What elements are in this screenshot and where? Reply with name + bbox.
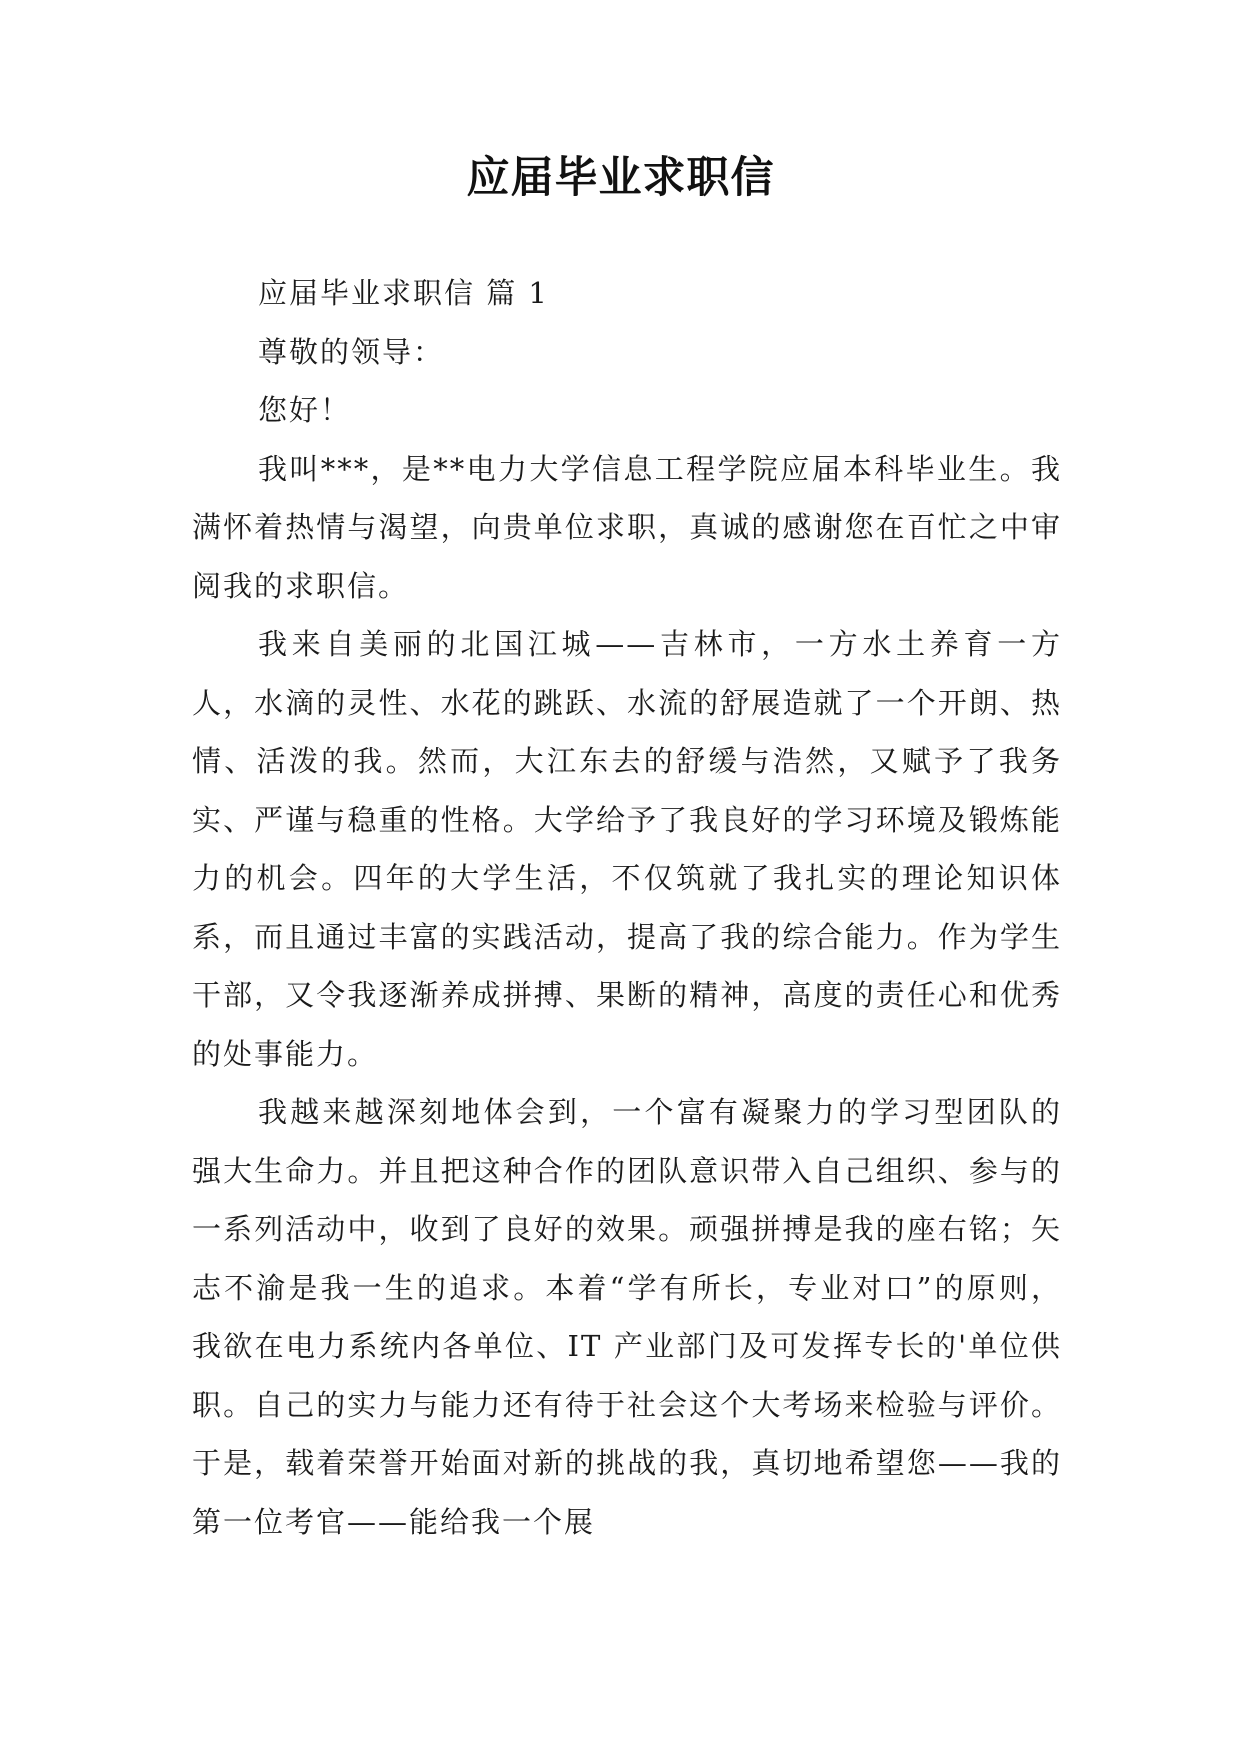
body-paragraph-teamwork: 我越来越深刻地体会到，一个富有凝聚力的学习型团队的强大生命力。并且把这种合作的团队意识带入自己组织、参与的一系列活动中，收到了良好的效果。顽强拼搏是我的座右铭；矢志不渝是我一生的追求。本着“学有所长，专业对口”的原则，我欲在电力系统内各单位、IT 产业部门及可发挥专长的'单位供职。自己的实力与能力还有待于社会这个大考场来检验与评价。于是，载着荣誉开始面对新的挑战的我，真切地希望您——我的第一位考官——能给我一个展 [192,1095,1062,1539]
body-paragraph-intro: 我叫***，是**电力大学信息工程学院应届本科毕业生。我满怀着热情与渴望，向贵单位求职，真诚的感谢您在百忙之中审阅我的求职信。 [192,451,1062,603]
greeting: 您好！ [258,393,352,427]
document-body [192,264,1062,1551]
salutation: 尊敬的领导： [258,334,445,369]
document-title: 应届毕业求职信 [466,153,775,203]
body-paragraph-background: 我来自美丽的北国江城——吉林市，一方水土养育一方人，水滴的灵性、水花的跳跃、水流的舒展造就了一个开朗、热情、活泼的我。然而，大江东去的舒缓与浩然，又赋予了我务实、严谨与稳重的性格。大学给予了我良好的学习环境及锻炼能力的机会。四年的大学生活，不仅筑就了我扎实的理论知识体系，而且通过丰富的实践活动，提高了我的综合能力。作为学生干部，又令我逐渐养成拼搏、果断的精神，高度的责任心和优秀的处事能力。 [192,627,1062,1071]
section-heading: 应届毕业求职信 篇 1 [258,276,549,310]
